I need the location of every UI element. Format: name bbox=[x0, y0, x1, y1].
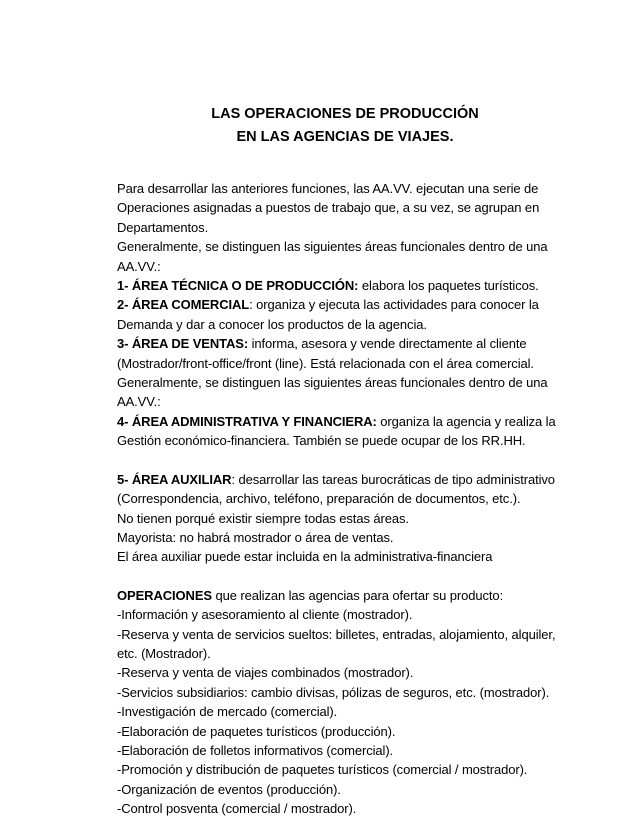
note-1: No tienen porqué existir siempre todas estas áreas. bbox=[117, 510, 409, 526]
intro-paragraph-2: Generalmente, se distinguen las siguientes áreas funcionales dentro de una AA.VV.: bbox=[117, 239, 548, 274]
operations-heading bbox=[117, 586, 557, 605]
area-3-label: 3- ÁREA DE VENTAS: bbox=[117, 336, 249, 352]
area-3 bbox=[117, 334, 557, 373]
area-3-text: informa, asesora y vende directamente al cliente (Mostrador/front-office/front (line). Está relacionada con el área comercial. bbox=[117, 336, 534, 371]
area-4 bbox=[117, 412, 557, 451]
operations-intro: que realizan las agencias para ofertar su producto: bbox=[211, 587, 504, 603]
spacer bbox=[117, 567, 557, 586]
note-2: Mayorista: no habrá mostrador o área de ventas. bbox=[117, 529, 394, 545]
list-item: -Reserva y venta de viajes combinados (mostrador). bbox=[117, 665, 414, 681]
list-item: -Elaboración de paquetes turísticos (producción). bbox=[117, 723, 396, 739]
title-line-2: EN LAS AGENCIAS DE VIAJES. bbox=[236, 129, 454, 145]
document-body bbox=[117, 179, 557, 819]
area-1-label: 1- ÁREA TÉCNICA O DE PRODUCCIÓN: bbox=[117, 278, 359, 294]
area-4-label: 4- ÁREA ADMINISTRATIVA Y FINANCIERA: bbox=[117, 413, 377, 429]
note-3: El área auxiliar puede estar incluida en la administrativa-financiera bbox=[117, 549, 493, 565]
title-line-1: LAS OPERACIONES DE PRODUCCIÓN bbox=[211, 106, 479, 122]
intro-paragraph: Para desarrollar las anteriores funciones, las AA.VV. ejecutan una serie de Operaciones asignadas a puestos de trabajo que, a su vez, se agrupan en Departamentos. bbox=[117, 181, 540, 235]
area-5-text: : desarrollar las tareas burocráticas de tipo administrativo (Correspondencia, archivo, teléfono, preparación de documentos, etc.). bbox=[117, 471, 555, 507]
page-title bbox=[0, 104, 638, 147]
operations-list bbox=[117, 605, 557, 818]
list-item: -Reserva y venta de servicios sueltos: billetes, entradas, alojamiento, alquiler, etc. (Mostrador). bbox=[117, 626, 556, 661]
area-5 bbox=[117, 470, 557, 509]
list-item: -Elaboración de folletos informativos (comercial). bbox=[117, 742, 394, 758]
area-1 bbox=[117, 276, 557, 295]
spacer bbox=[117, 451, 557, 470]
area-2-label: 2- ÁREA COMERCIAL bbox=[117, 297, 250, 313]
list-item: -Organización de eventos (producción). bbox=[117, 781, 341, 797]
area-2 bbox=[117, 295, 557, 334]
area-2-text: : organiza y ejecuta las actividades para conocer la Demanda y dar a conocer los productos de la agencia. bbox=[117, 297, 539, 332]
list-item: -Control posventa (comercial / mostrador). bbox=[117, 801, 357, 817]
operations-label: OPERACIONES bbox=[117, 587, 212, 603]
repeat-paragraph: Generalmente, se distinguen las siguientes áreas funcionales dentro de una AA.VV.: bbox=[117, 375, 548, 410]
list-item: -Información y asesoramiento al cliente (mostrador). bbox=[117, 607, 413, 623]
list-item: -Promoción y distribución de paquetes turísticos (comercial / mostrador). bbox=[117, 762, 528, 778]
area-1-text: elabora los paquetes turísticos. bbox=[358, 278, 539, 294]
area-5-label: 5- ÁREA AUXILIAR bbox=[117, 471, 232, 487]
list-item: -Servicios subsidiarios: cambio divisas, pólizas de seguros, etc. (mostrador). bbox=[117, 684, 550, 700]
area-4-text: organiza la agencia y realiza la Gestión económico-financiera. También se puede ocupar de los RR.HH. bbox=[117, 413, 556, 449]
list-item: -Investigación de mercado (comercial). bbox=[117, 704, 338, 720]
